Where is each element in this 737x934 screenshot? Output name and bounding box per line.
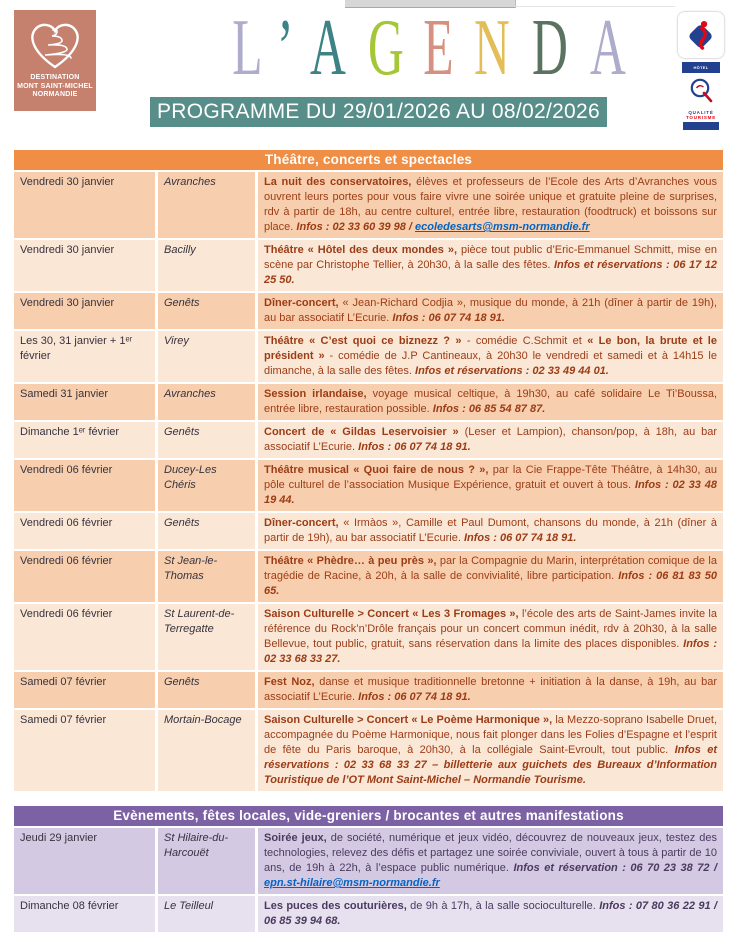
event-date: Dimanche 08 février (14, 896, 155, 932)
description-segment: Dîner-concert, (264, 517, 339, 529)
qualite-label: QUALITÉ (688, 110, 714, 115)
tourism-france-icon (678, 12, 724, 58)
event-row (14, 896, 723, 932)
description-segment: de 9h à 17h, à la salle socioculturelle. (406, 900, 600, 912)
event-description (258, 710, 723, 791)
title-letter: A (309, 4, 346, 92)
description-segment: l’école des arts de Saint-James invite la référence du Rock’n’Drôle français pour un concert commun inédit, rdv à 20h30, à la salle Bellevue, tout public, gratuit, sans réservation dans la limite des places disponibles. (264, 608, 717, 650)
description-segment: Théâtre « Hôtel des deux mondes », (264, 244, 458, 256)
event-description (258, 293, 723, 329)
event-description (258, 551, 723, 602)
event-description (258, 460, 723, 511)
event-date: Vendredi 30 janvier (14, 172, 155, 238)
event-description (258, 828, 723, 894)
logo-text-line1: DESTINATION (30, 74, 80, 81)
description-segment: Infos : 02 33 60 39 98 / (296, 221, 416, 233)
title-letter: ’ (277, 4, 294, 92)
event-date: Samedi 07 février (14, 710, 155, 791)
event-row (14, 384, 723, 420)
event-location: Ducey-Les Chéris (158, 460, 255, 511)
event-row (14, 240, 723, 291)
email-link[interactable]: ecoledesarts@msm-normandie.fr (415, 221, 590, 233)
event-description (258, 896, 723, 932)
event-location: Bacilly (158, 240, 255, 291)
section-theatre-concerts (14, 150, 723, 791)
event-location: Genêts (158, 672, 255, 708)
event-row (14, 513, 723, 549)
description-segment: Théâtre « C’est quoi ce biznezz ? » (264, 335, 462, 347)
description-segment: - comédie de J.P Cantineaux, à 20h30 le vendredi et samedi et à 14h15 le dimanche, à la salle des fêtes. (264, 350, 717, 377)
event-row (14, 604, 723, 670)
title-letter: E (423, 4, 455, 92)
description-segment: « Irmàos », Camille et Paul Dumont, chansons du monde, à 21h (dîner à partir de 19h), au bar associatif L’Ecurie. (264, 517, 717, 544)
description-segment: Les puces des couturières, (264, 900, 407, 912)
event-date: Vendredi 06 février (14, 551, 155, 602)
description-segment: Théâtre « Phèdre… à peu près », (264, 555, 437, 567)
description-segment: par la Cie Frappe-Tête Théâtre, à 14h30, au pôle culturel de l’association Musique Expérience, gratuit et ouvert à tous. (264, 464, 717, 491)
event-date: Vendredi 06 février (14, 460, 155, 511)
title-letter: D (532, 4, 568, 92)
event-location: St Hilaire-du-Harcouët (158, 828, 255, 894)
section-title-evenements: Evènements, fêtes locales, vide-greniers / brocantes et autres manifestations (14, 806, 723, 826)
description-segment: Infos : 02 33 68 33 27. (264, 638, 717, 665)
description-segment: Fest Noz, (264, 676, 315, 688)
description-segment: Infos : 06 07 74 18 91. (392, 312, 505, 324)
event-row (14, 460, 723, 511)
title-letter: L (232, 4, 263, 92)
description-segment: Concert de « Gildas Leservoisier » (264, 426, 459, 438)
event-description (258, 240, 723, 291)
description-segment: Infos et réservations : 02 33 68 33 27 – billetterie aux guichets des Bureaux d’Information Touristique de l’OT Mont Saint-Michel – Normandie Tourisme. (264, 744, 717, 786)
event-date: Dimanche 1ᵉʳ février (14, 422, 155, 458)
page-header (0, 0, 737, 140)
description-segment: Soirée jeux, (264, 832, 327, 844)
event-date: Jeudi 29 janvier (14, 828, 155, 894)
event-description (258, 384, 723, 420)
qualite-q-icon (688, 77, 714, 110)
event-row (14, 422, 723, 458)
event-date: Samedi 07 février (14, 672, 155, 708)
description-segment: par la Compagnie du Marin, interprétation comique de la tragédie de Racine, à 20h, à la salle de convivialité, libre participation. (264, 555, 717, 582)
agenda-content (14, 150, 723, 934)
description-segment: - comédie C.Schmit et (461, 335, 588, 347)
event-row (14, 710, 723, 791)
description-segment: Session irlandaise, (264, 388, 367, 400)
description-segment: Infos : 06 07 74 18 91. (358, 441, 471, 453)
destination-msm-logo (14, 10, 96, 111)
description-segment: Saison Culturelle > Concert « Les 3 Fromages », (264, 608, 519, 620)
event-location: Avranches (158, 172, 255, 238)
description-segment: Infos : 06 85 54 87 87. (432, 403, 546, 415)
event-row (14, 551, 723, 602)
event-location: Virey (158, 331, 255, 382)
description-segment: Infos et réservations : 06 17 12 25 50. (264, 259, 718, 286)
event-location: St Jean-le-Thomas (158, 551, 255, 602)
event-location: Genêts (158, 293, 255, 329)
event-date: Samedi 31 janvier (14, 384, 155, 420)
description-segment: Infos : 06 81 83 50 65. (264, 570, 717, 597)
event-location: Mortain-Bocage (158, 710, 255, 791)
event-description (258, 331, 723, 382)
event-row (14, 828, 723, 894)
description-segment: élèves et professeurs de l’Ecole des Arts d’Avranches vous ouvrent leurs portes pour vous faire vivre une soirée unique et gratuite pleine de surprises, rdv à partir de 18h, au centre culturel, entrée libre, restauration (foodtruck) et boissons sur place. (264, 176, 718, 233)
logo-text-line3: NORMANDIE (32, 91, 78, 98)
title-letter: A (589, 4, 626, 92)
heart-mont-icon (24, 16, 86, 72)
event-date: Vendredi 06 février (14, 604, 155, 670)
email-link[interactable]: epn.st-hilaire@msm-normandie.fr (264, 877, 440, 889)
event-location: Genêts (158, 422, 255, 458)
description-segment: (Leser et Lampion), chanson/pop, à 18h, au bar associatif L’Ecurie. (264, 426, 717, 453)
hotel-classement-plaque: HÔTEL (682, 62, 720, 73)
event-location: St Laurent-de-Terregatte (158, 604, 255, 670)
event-description (258, 604, 723, 670)
event-date: Vendredi 30 janvier (14, 293, 155, 329)
logo-text-line2: MONT SAINT-MICHEL (17, 82, 93, 90)
description-segment: de société, numérique et jeux vidéo, découvrez de nouveaux jeux, testez des technologies, relevez des défis et partagez une soirée conviviale, ouvert à tous à partir de 10 ans, de 19h à 22h, à l’espace public numérique. (264, 832, 717, 874)
description-segment: la Mezzo-soprano Isabelle Druet, accompagnée du Poème Harmonique, nous fait plonger dans les Folies d’Espagne et l’esprit de fête du Paris baroque, à 20h30, à la collégiale Saint-Evroult, tout public. (264, 714, 718, 756)
description-segment: danse et musique traditionnelle bretonne + initiation à la danse, à 19h, au bar associatif L’Ecurie. (264, 676, 717, 703)
description-segment: voyage musical celtique, à 19h30, au café solidaire Le Ti’Boussa, entrée libre, restauration possible. (264, 388, 717, 415)
event-date: Les 30, 31 janvier + 1ᵉʳ février (14, 331, 155, 382)
description-segment: « Jean-Richard Codjia », musique du monde, à 21h (dîner à partir de 19h), au bar associatif L’Ecurie. (264, 297, 717, 324)
description-segment: La nuit des conservatoires, (264, 176, 412, 188)
event-row (14, 172, 723, 238)
programme-date-banner: PROGRAMME DU 29/01/2026 AU 08/02/2026 (150, 97, 607, 127)
qualite-logo-bar (683, 122, 719, 130)
tourisme-label: TOURISME (685, 115, 717, 120)
description-segment: Infos et réservation : 06 70 23 38 72 / (513, 862, 717, 874)
event-location: Avranches (158, 384, 255, 420)
description-segment: Infos : 07 80 36 22 91 / 06 85 39 94 68. (264, 900, 717, 927)
description-segment: Dîner-concert, (264, 297, 339, 309)
title-letter: G (367, 4, 404, 92)
event-description (258, 513, 723, 549)
qualite-tourisme-logo (683, 77, 719, 130)
description-segment: pièce tout public d’Eric-Emmanuel Schmitt, mise en scène par Christophe Tellier, à 20h30, à la salle des fêtes. (264, 244, 717, 271)
description-segment: Infos : 06 07 74 18 91. (358, 691, 471, 703)
event-row (14, 331, 723, 382)
title-letter: N (474, 4, 511, 92)
description-segment: Infos : 02 33 48 19 44. (264, 479, 717, 506)
event-row (14, 293, 723, 329)
event-date: Vendredi 30 janvier (14, 240, 155, 291)
event-location: Genêts (158, 513, 255, 549)
description-segment: Infos et réservations : 02 33 49 44 01. (415, 365, 609, 377)
certification-logos (674, 12, 728, 130)
description-segment: Théâtre musical « Quoi faire de nous ? », (264, 464, 489, 476)
description-segment: Infos : 06 07 74 18 91. (463, 532, 577, 544)
event-date: Vendredi 06 février (14, 513, 155, 549)
event-description (258, 172, 723, 238)
event-description (258, 672, 723, 708)
section-title-theatre: Théâtre, concerts et spectacles (14, 150, 723, 170)
event-row (14, 672, 723, 708)
event-location: Le Teilleul (158, 896, 255, 932)
agenda-title (230, 4, 630, 96)
description-segment: Saison Culturelle > Concert « Le Poème Harmonique », (264, 714, 553, 726)
section-evenements (14, 806, 723, 932)
event-description (258, 422, 723, 458)
description-segment: « Le bon, la brute et le président » (264, 335, 717, 362)
